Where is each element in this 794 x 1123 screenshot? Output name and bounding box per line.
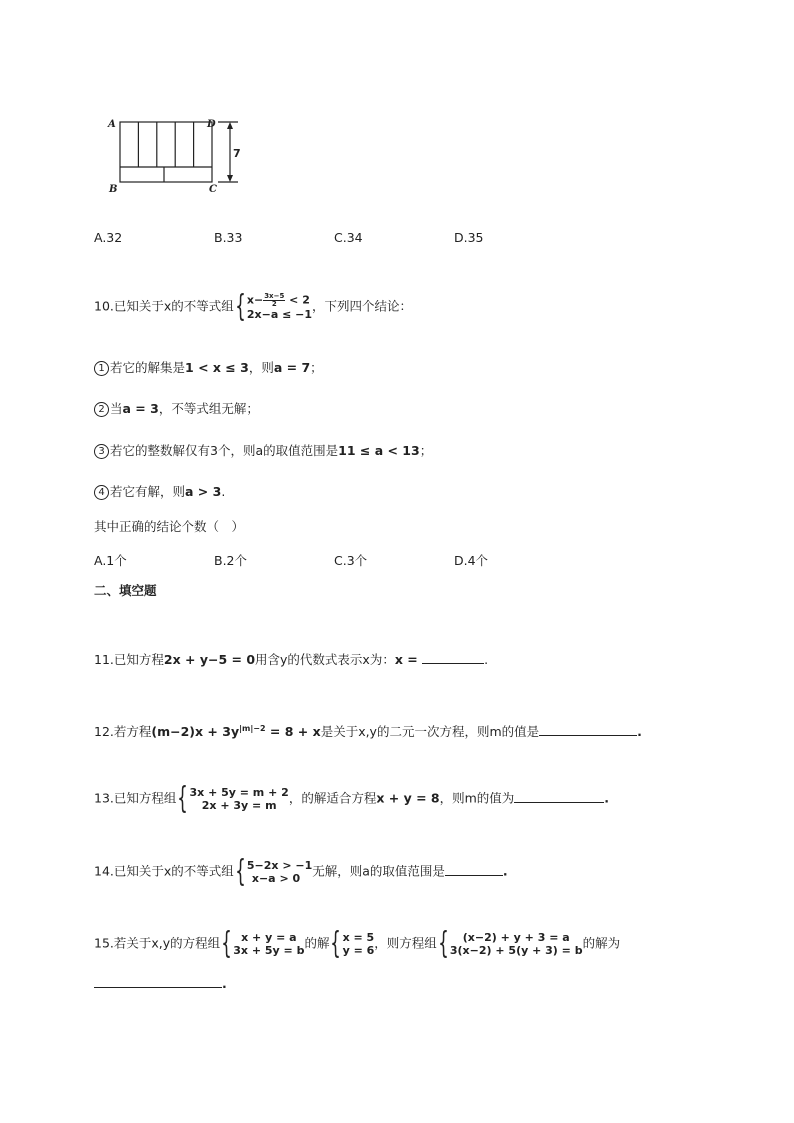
question-15 bbox=[94, 926, 621, 961]
q10-sys-line1-right: < 2 bbox=[285, 293, 310, 307]
question-11 bbox=[94, 650, 488, 668]
q10-question: 其中正确的结论个数（ ） bbox=[94, 519, 245, 534]
q15-sys3-line1: (x−2) + y + 3 = a bbox=[462, 931, 570, 944]
q12-answer-blank[interactable] bbox=[539, 723, 637, 736]
option-a: A.32 bbox=[94, 230, 123, 245]
q15-mid3: 的解为 bbox=[582, 935, 621, 951]
q11-mid: 用含y的代数式表示x为： bbox=[255, 652, 395, 667]
brace-icon: { bbox=[235, 854, 246, 889]
q14-sys-line1: 5−2x > −1 bbox=[246, 859, 313, 872]
q10-c3-text: 若它的整数解仅有3个，则a的取值范围是 bbox=[110, 443, 339, 458]
q15-system-1 bbox=[233, 931, 304, 957]
circled-1-icon: 1 bbox=[94, 361, 109, 376]
q13-answer-blank[interactable] bbox=[514, 790, 604, 803]
question-10 bbox=[94, 289, 413, 324]
q10-conclusion-4 bbox=[94, 482, 225, 500]
q13-sys-line1: 3x + 5y = m + 2 bbox=[189, 786, 289, 799]
q10-c3-end: ； bbox=[419, 443, 433, 458]
section-heading: 二、填空题 bbox=[94, 583, 157, 598]
q10-conclusion-1 bbox=[94, 358, 323, 376]
q13-mid2: ，则m的值为 bbox=[439, 790, 515, 806]
option-d: D.35 bbox=[454, 230, 484, 245]
question-13 bbox=[94, 781, 610, 816]
q10-c4-math: a > 3 bbox=[185, 484, 222, 499]
q12-mid: 是关于x,y的二元一次方程，则m的值是 bbox=[320, 724, 540, 739]
q15-mid1: 的解 bbox=[304, 935, 330, 951]
option-c: C.34 bbox=[334, 230, 363, 245]
q14-answer-blank[interactable] bbox=[445, 863, 503, 876]
q10-frac-num: 3x−5 bbox=[264, 292, 285, 300]
q15-answer-line bbox=[94, 975, 227, 991]
question-14 bbox=[94, 854, 508, 889]
q10-fraction bbox=[263, 293, 285, 308]
q13-math: x + y = 8 bbox=[376, 790, 440, 806]
q11-answer-blank[interactable] bbox=[422, 651, 484, 664]
q11-prefix: 11.已知方程 bbox=[94, 652, 164, 667]
q10-c2-end: ，不等式组无解； bbox=[158, 401, 259, 416]
dim-arrow-top bbox=[227, 122, 233, 129]
q15-sys1-line2: 3x + 5y = b bbox=[233, 944, 305, 957]
q13-end: . bbox=[604, 790, 610, 806]
option-a: A.1个 bbox=[94, 553, 127, 568]
q10-suffix: ，下列四个结论： bbox=[312, 298, 413, 314]
brace-icon: { bbox=[330, 926, 342, 961]
q13-prefix: 13.已知方程组 bbox=[94, 790, 177, 806]
brace-icon: { bbox=[221, 926, 232, 961]
circled-4-icon: 4 bbox=[94, 485, 109, 500]
q10-sys-line2: 2x−a ≤ −1 bbox=[246, 308, 313, 321]
q10-c1-mid: ，则 bbox=[248, 360, 274, 375]
q15-sys2-line2: y = 6 bbox=[342, 944, 375, 957]
option-b: B.33 bbox=[214, 230, 243, 245]
q13-system bbox=[189, 786, 288, 812]
question-12 bbox=[94, 722, 642, 740]
q14-system bbox=[247, 859, 312, 885]
option-d: D.4个 bbox=[454, 553, 489, 568]
q12-exponent: |m|−2 bbox=[239, 723, 266, 733]
q11-end: . bbox=[484, 652, 489, 667]
q10-c2-math: a = 3 bbox=[122, 401, 159, 416]
q12-math-a: (m−2)x + 3y bbox=[151, 724, 240, 739]
q10-sys-line1-left: x− bbox=[246, 293, 264, 307]
q10-system bbox=[247, 293, 312, 321]
q14-mid: 无解，则a的取值范围是 bbox=[312, 863, 445, 879]
q15-sys1-line1: x + y = a bbox=[241, 931, 297, 944]
q13-mid: ，的解适合方程 bbox=[288, 790, 377, 806]
q14-prefix: 14.已知关于x的不等式组 bbox=[94, 863, 234, 879]
label-height: 7 bbox=[233, 147, 241, 160]
q10-conclusion-2 bbox=[94, 399, 259, 417]
circled-3-icon: 3 bbox=[94, 444, 109, 459]
q10-c1-end: ； bbox=[310, 360, 323, 375]
q12-prefix: 12.若方程 bbox=[94, 724, 152, 739]
dim-arrow-bottom bbox=[227, 175, 233, 182]
q15-end: . bbox=[222, 976, 227, 991]
rectangle-figure bbox=[100, 112, 250, 198]
option-b: B.2个 bbox=[214, 553, 248, 568]
q15-system-3 bbox=[450, 931, 583, 957]
q15-system-2 bbox=[343, 931, 375, 957]
q10-prefix: 10.已知关于x的不等式组 bbox=[94, 298, 234, 314]
q12-math-b: = 8 + x bbox=[265, 724, 321, 739]
q15-prefix: 15.若关于x,y的方程组 bbox=[94, 935, 221, 951]
q10-conclusion-3 bbox=[94, 441, 432, 459]
q15-sys2-line1: x = 5 bbox=[342, 931, 375, 944]
option-c: C.3个 bbox=[334, 553, 368, 568]
q10-c1-math: 1 < x ≤ 3 bbox=[185, 360, 249, 375]
q15-sys3-line2: 3(x−2) + 5(y + 3) = b bbox=[449, 944, 583, 957]
q15-mid2: ，则方程组 bbox=[374, 935, 437, 951]
q11-math: 2x + y−5 = 0 bbox=[163, 652, 256, 667]
label-c: C bbox=[209, 184, 217, 195]
q12-end: . bbox=[637, 724, 642, 739]
label-d: D bbox=[207, 119, 216, 130]
q10-frac-den: 2 bbox=[271, 300, 277, 308]
q11-lhs: x = bbox=[394, 652, 423, 667]
q10-c2-text: 当 bbox=[110, 401, 123, 416]
q14-end: . bbox=[502, 863, 508, 879]
q10-c4-text: 若它有解，则 bbox=[110, 484, 186, 499]
q13-sys-line2: 2x + 3y = m bbox=[201, 799, 277, 812]
circled-2-icon: 2 bbox=[94, 402, 109, 417]
q10-c1-math2: a = 7 bbox=[273, 360, 311, 375]
label-a: A bbox=[108, 119, 116, 130]
q10-c3-math: 11 ≤ a < 13 bbox=[338, 443, 420, 458]
brace-icon: { bbox=[235, 289, 246, 324]
q14-sys-line2: x−a > 0 bbox=[251, 872, 301, 885]
q10-c4-end: . bbox=[221, 484, 226, 499]
outer-rectangle bbox=[120, 122, 212, 182]
q10-c1-text: 若它的解集是 bbox=[110, 360, 186, 375]
brace-icon: { bbox=[177, 781, 189, 816]
q15-answer-blank[interactable] bbox=[94, 975, 222, 988]
label-b: B bbox=[109, 184, 118, 195]
brace-icon: { bbox=[438, 926, 449, 961]
